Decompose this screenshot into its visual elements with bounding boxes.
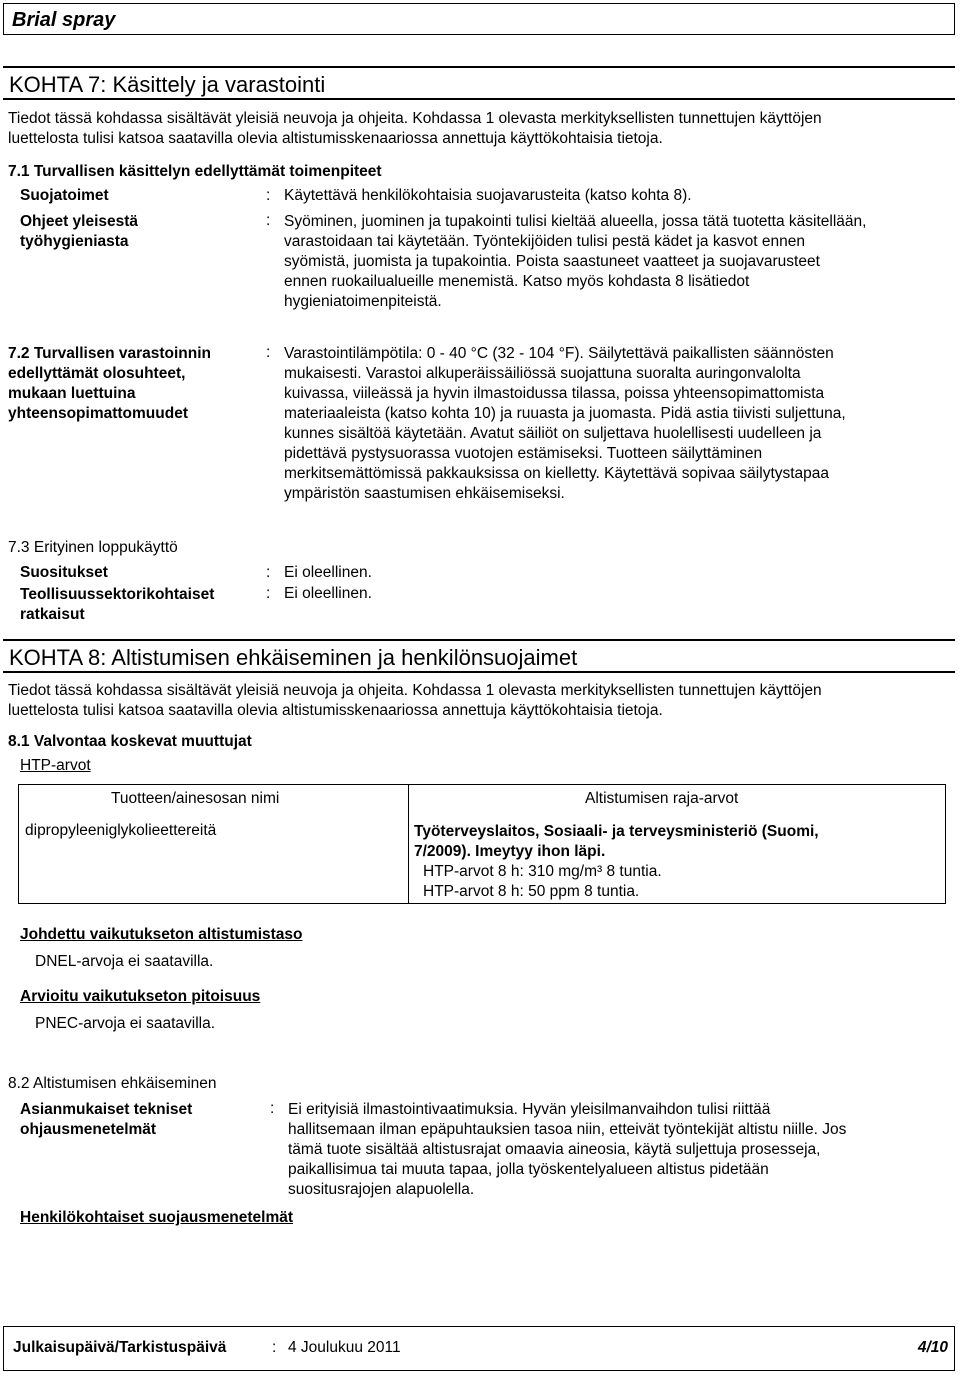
text-line: ympäristön saastumisen ehkäisemiseksi. xyxy=(284,485,565,502)
subsection-8-1-title: 8.1 Valvontaa koskevat muuttujat xyxy=(8,733,252,750)
text-line: tämä tuote sisältää altistusrajat omaavia aineosia, käytä suljettuja prosesseja, xyxy=(288,1141,821,1158)
text-line: materiaaleista (katso kohta 10) ja ruuasta ja juomasta. Pidä astia tiivisti suljettuna, xyxy=(284,405,846,422)
exposure-limits-table xyxy=(18,784,946,904)
label-line: työhygieniasta xyxy=(20,233,129,250)
engineering-controls-label xyxy=(20,1100,192,1140)
text-line: hygieniatoimenpiteistä. xyxy=(284,293,442,310)
label-line: yhteensopimattomuudet xyxy=(8,405,188,422)
engineering-controls-value xyxy=(288,1100,846,1200)
colon: : xyxy=(272,1339,277,1356)
footer-date-label: Julkaisupäivä/Tarkistuspäivä xyxy=(13,1339,227,1356)
text-line: kunnes sisältöä käytetään. Avatut säiliöt on suljettava huolellisesti uudelleen ja xyxy=(284,425,822,442)
text-line: merkitsemättömissä pakkauksissa on kielletty. Käytettävä sopivaa säilytystapaa xyxy=(284,465,830,482)
dnel-value: DNEL-arvoja ei saatavilla. xyxy=(35,953,214,970)
protective-measures-label: Suojatoimet xyxy=(20,187,109,204)
footer-date-value: 4 Joulukuu 2011 xyxy=(288,1339,401,1356)
ppe-heading: Henkilökohtaiset suojausmenetelmät xyxy=(20,1209,294,1226)
intro-line: luettelosta tulisi katsoa saatavilla olevia altistumisskenaariossa annettuja käyttökohtaisia tietoja. xyxy=(8,130,663,147)
recommendations-label: Suositukset xyxy=(20,564,108,581)
section-7-title: KOHTA 7: Käsittely ja varastointi xyxy=(9,72,326,97)
pnec-heading: Arvioitu vaikutukseton pitoisuus xyxy=(20,988,261,1005)
text-line: paikallisimua tai muuta tapaa, jolla työskentelyalueen altistus pidetään xyxy=(288,1161,769,1178)
storage-conditions-value xyxy=(284,344,846,504)
intro-line: Tiedot tässä kohdassa sisältävät yleisiä neuvoja ja ohjeita. Kohdassa 1 olevasta merkityksellisten tunnettujen käyttöjen xyxy=(8,682,822,699)
intro-line: Tiedot tässä kohdassa sisältävät yleisiä neuvoja ja ohjeita. Kohdassa 1 olevasta merkityksellisten tunnettujen käyttöjen xyxy=(8,110,822,127)
hygiene-label xyxy=(20,212,138,252)
text-line: mukaisesti. Varastoi alkuperäissäiliössä suojattuna suoralta auringonvalolta xyxy=(284,365,801,382)
industrial-solutions-label xyxy=(20,585,214,625)
text-line: Ei erityisiä ilmastointivaatimuksia. Hyvän yleisilmanvaihdon tulisi riittää xyxy=(288,1101,771,1118)
text-line: suositusrajojen alapuolella. xyxy=(288,1181,475,1198)
label-line: edellyttämät olosuhteet, xyxy=(8,365,186,382)
colon: : xyxy=(266,187,271,204)
text-line: varastoidaan tai käytetään. Työntekijöiden tulisi pestä kädet ja kasvot ennen xyxy=(284,233,806,250)
label-line: ratkaisut xyxy=(20,606,85,623)
text-line: 7/2009). Imeytyy ihon läpi. xyxy=(414,843,606,860)
label-line: ohjausmenetelmät xyxy=(20,1121,157,1138)
text-line: pidettävä pystysuorassa vuotojen estämiseksi. Tuotteen säilyttäminen xyxy=(284,445,763,462)
label-line: Asianmukaiset tekniset xyxy=(20,1101,193,1118)
section-8-header xyxy=(3,639,955,673)
intro-line: luettelosta tulisi katsoa saatavilla olevia altistumisskenaariossa annettuja käyttökohtaisia tietoja. xyxy=(8,702,663,719)
document-footer xyxy=(3,1326,955,1371)
text-line: Varastointilämpötila: 0 - 40 °C (32 - 104 °F). Säilytettävä paikallisten säännösten xyxy=(284,345,834,362)
table-cell-limits-authority xyxy=(414,822,819,862)
table-cell-substance: dipropyleeniglykolieettereitä xyxy=(25,822,217,839)
text-line: hallitsemaan ilman epäpuhtauksien tasoa niin, etteivät työntekijät altistu niille. Jos xyxy=(288,1121,847,1138)
industrial-solutions-value: Ei oleellinen. xyxy=(284,585,372,602)
dnel-heading: Johdettu vaikutukseton altistumistaso xyxy=(20,926,303,943)
colon: : xyxy=(266,564,271,581)
table-cell-limits-values xyxy=(423,862,662,902)
text-line: HTP-arvot 8 h: 50 ppm 8 tuntia. xyxy=(423,883,640,900)
recommendations-value: Ei oleellinen. xyxy=(284,564,372,581)
text-line: HTP-arvot 8 h: 310 mg/m³ 8 tuntia. xyxy=(423,863,662,880)
colon: : xyxy=(266,344,271,361)
page-number: 4/10 xyxy=(917,1339,948,1356)
section-7-intro xyxy=(8,109,822,149)
colon: : xyxy=(266,585,271,602)
table-divider xyxy=(408,785,409,903)
table-header-limits: Altistumisen raja-arvot xyxy=(585,790,739,807)
colon: : xyxy=(270,1100,275,1117)
text-line: ennen ruokailualueille menemistä. Katso myös kohdasta 8 lisätiedot xyxy=(284,273,750,290)
htp-heading: HTP-arvot xyxy=(20,757,91,774)
table-header-substance: Tuotteen/ainesosan nimi xyxy=(111,790,280,807)
section-7-header xyxy=(3,66,955,100)
label-line: mukaan luettuina xyxy=(8,385,136,402)
document-header xyxy=(3,3,955,35)
subsection-7-2-label xyxy=(8,344,211,424)
section-8-title: KOHTA 8: Altistumisen ehkäiseminen ja henkilönsuojaimet xyxy=(9,645,578,670)
subsection-7-1-title: 7.1 Turvallisen käsittelyn edellyttämät toimenpiteet xyxy=(8,163,382,180)
label-line: Ohjeet yleisestä xyxy=(20,213,139,230)
product-name: Brial spray xyxy=(12,9,116,31)
hygiene-value xyxy=(284,212,866,312)
label-line: 7.2 Turvallisen varastoinnin xyxy=(8,345,212,362)
text-line: Syöminen, juominen ja tupakointi tulisi kieltää alueella, jossa tätä tuotetta käsitellään, xyxy=(284,213,867,230)
subsection-7-3-title: 7.3 Erityinen loppukäyttö xyxy=(8,539,178,556)
label-line: Teollisuussektorikohtaiset xyxy=(20,586,215,603)
subsection-8-2-title: 8.2 Altistumisen ehkäiseminen xyxy=(8,1075,217,1092)
section-8-intro xyxy=(8,681,822,721)
colon: : xyxy=(266,212,271,229)
text-line: syömistä, juomista ja tupakointia. Poista saastuneet vaatteet ja suojavarusteet xyxy=(284,253,820,270)
protective-measures-value: Käytettävä henkilökohtaisia suojavarusteita (katso kohta 8). xyxy=(284,187,692,204)
pnec-value: PNEC-arvoja ei saatavilla. xyxy=(35,1015,216,1032)
text-line: kuivassa, viileässä ja hyvin ilmastoidussa tilassa, poissa yhteensopimattomista xyxy=(284,385,825,402)
text-line: Työterveyslaitos, Sosiaali- ja terveysministeriö (Suomi, xyxy=(414,823,819,840)
